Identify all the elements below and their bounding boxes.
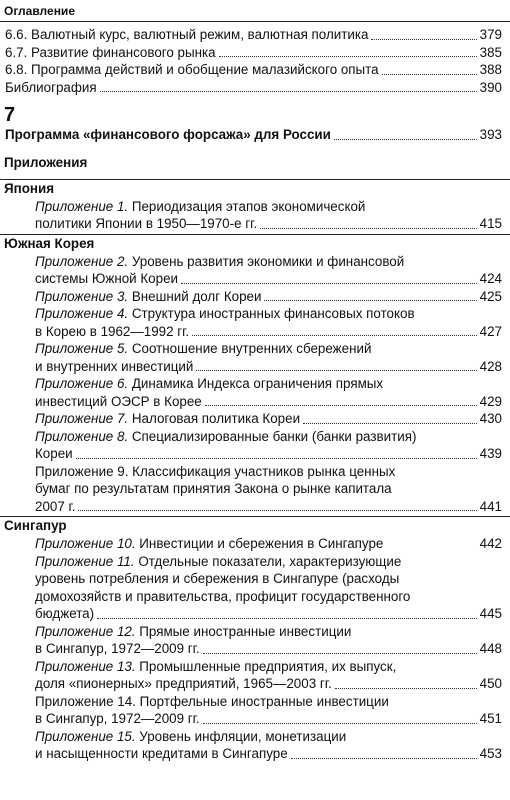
appendix-label: Приложение 10.	[35, 536, 136, 551]
appendix-title-cont: домохозяйств и правительства, профицит государственного	[35, 588, 411, 604]
appendix-label: Приложение 14.	[35, 693, 136, 709]
appendix-entry[interactable]	[0, 410, 510, 428]
appendix-heading: Приложения	[4, 154, 88, 170]
page-number: 390	[479, 79, 502, 95]
appendix-entry[interactable]	[0, 340, 510, 375]
page-number: 450	[479, 676, 502, 691]
appendix-label: Приложение 9.	[35, 463, 129, 479]
toc-entry[interactable]	[0, 79, 510, 97]
appendix-label: Приложение 2.	[35, 253, 129, 269]
appendix-title: Инвестиции и сбережения в Сингапуре	[139, 536, 384, 551]
appendix-entry[interactable]	[0, 553, 510, 623]
page-number: 442	[479, 536, 502, 551]
appendix-title: Уровень инфляции, монетизации	[139, 728, 347, 744]
appendix-entry[interactable]	[0, 198, 510, 233]
page-number: 379	[479, 27, 502, 42]
appendix-title-cont: бюджета)	[35, 606, 95, 621]
appendix-title: Классификация участников рынка ценных	[132, 463, 396, 479]
toc-entry[interactable]	[0, 44, 510, 62]
dot-leader	[260, 228, 477, 229]
page-number: 425	[479, 288, 502, 304]
appendix-title-cont: доля «пионерных» предприятий, 1965—2003 гг.	[35, 676, 332, 691]
appendix-entry[interactable]	[0, 253, 510, 288]
appendix-label: Приложение 8.	[35, 428, 129, 444]
dot-leader	[264, 300, 476, 301]
dot-leader	[100, 91, 477, 92]
dot-leader	[382, 74, 477, 75]
page-number: 428	[479, 358, 502, 374]
dot-leader	[78, 510, 476, 511]
appendix-label: Приложение 7.	[35, 411, 129, 426]
dot-leader	[203, 723, 477, 724]
page-number: 441	[479, 498, 502, 514]
header-rule	[0, 21, 510, 22]
page-number: 445	[479, 606, 502, 621]
appendix-title: Внешний долг Кореи	[131, 288, 262, 304]
dot-leader	[205, 405, 477, 406]
page-number: 439	[479, 446, 502, 461]
appendix-title-cont: Кореи	[35, 446, 73, 461]
country-heading: Япония	[4, 180, 55, 196]
appendix-title: Периодизация этапов экономической	[131, 198, 366, 214]
appendix-title-cont: 2007 г.	[35, 498, 76, 514]
appendix-title-cont: в Сингапур, 1972—2009 гг.	[35, 641, 200, 656]
appendix-title-cont: и насыщенности кредитами в Сингапуре	[35, 746, 288, 761]
dot-leader	[334, 139, 477, 140]
appendix-title-cont: политики Японии в 1950—1970-е гг.	[35, 216, 258, 231]
appendix-entry[interactable]	[0, 375, 510, 410]
entry-title: 6.7. Развитие финансового рынка	[5, 44, 216, 60]
chapter-number: 7	[4, 104, 16, 126]
appendix-title-cont: уровень потребления и сбережения в Сингапуре (расходы	[35, 571, 400, 586]
entry-title: 6.8. Программа действий и обобщение малазийского опыта	[5, 62, 379, 77]
appendix-label: Приложение 3.	[35, 288, 129, 304]
page-number: 388	[479, 62, 502, 77]
chapter-title: Программа «финансового форсажа» для России	[5, 127, 331, 142]
appendix-title: Соотношение внутренних сбережений	[131, 341, 372, 356]
entry-title: Библиография	[5, 79, 97, 95]
country-heading: Южная Корея	[4, 235, 95, 251]
appendix-label: Приложение 1.	[35, 198, 129, 214]
dot-leader	[335, 688, 477, 689]
dot-leader	[203, 653, 477, 654]
dot-leader	[76, 458, 477, 459]
page-number: 393	[479, 127, 502, 142]
appendix-title-cont: инвестиций ОЭСР в Корее	[35, 393, 202, 409]
appendix-entry[interactable]	[0, 463, 510, 516]
appendix-label: Приложение 5.	[35, 341, 129, 356]
toc-entry[interactable]	[0, 61, 510, 79]
dot-leader	[192, 335, 477, 336]
page-number: 430	[479, 411, 502, 426]
dot-leader	[97, 618, 477, 619]
appendix-entry[interactable]	[0, 305, 510, 340]
appendix-label: Приложение 12.	[35, 623, 136, 639]
running-head: Оглавление	[4, 4, 75, 18]
appendix-label: Приложение 4.	[35, 306, 129, 321]
table-of-contents	[0, 26, 510, 763]
appendix-title: Налоговая политика Кореи	[131, 411, 301, 426]
appendix-title-cont: системы Южной Кореи	[35, 271, 179, 286]
dot-leader	[196, 370, 476, 371]
appendix-title: Уровень развития экономики и финансовой	[131, 253, 405, 269]
appendix-entry[interactable]	[0, 535, 510, 553]
appendix-label: Приложение 13.	[35, 658, 136, 674]
page-number: 451	[479, 711, 502, 726]
appendix-entry[interactable]	[0, 288, 510, 306]
page-number: 385	[479, 44, 502, 60]
appendix-title: Промышленные предприятия, их выпуск,	[139, 658, 397, 674]
appendix-title: Специализированные банки (банки развития)	[131, 428, 417, 444]
dot-leader	[371, 39, 476, 40]
dot-leader	[303, 423, 477, 424]
appendix-label: Приложение 6.	[35, 376, 129, 391]
appendix-title: Динамика Индекса ограничения прямых	[131, 376, 384, 391]
appendix-title: Структура иностранных финансовых потоков	[131, 306, 415, 321]
page-number: 415	[479, 216, 502, 231]
toc-entry[interactable]	[0, 26, 510, 44]
appendix-title-cont: бумаг по результатам принятия Закона о рынке капитала	[35, 481, 392, 496]
toc-entry-chapter[interactable]	[0, 126, 510, 144]
appendix-entry[interactable]	[0, 428, 510, 463]
page-number: 453	[479, 746, 502, 761]
page-number: 429	[479, 393, 502, 409]
dot-leader	[291, 758, 477, 759]
country-heading: Сингапур	[4, 518, 67, 533]
appendix-label: Приложение 11.	[35, 553, 135, 569]
appendix-entry[interactable]	[0, 623, 510, 658]
dot-leader	[181, 283, 477, 284]
appendix-title: Портфельные иностранные инвестиции	[139, 693, 389, 709]
appendix-title-cont: в Сингапур, 1972—2009 гг.	[35, 711, 200, 726]
page-number: 427	[479, 323, 502, 339]
appendix-title-cont: в Корею в 1962—1992 гг.	[35, 323, 190, 339]
appendix-title: Отдельные показатели, характеризующие	[138, 553, 402, 569]
appendix-entry[interactable]	[0, 728, 510, 763]
page-number: 448	[479, 641, 502, 656]
appendix-title: Прямые иностранные инвестиции	[139, 623, 352, 639]
appendix-label: Приложение 15.	[35, 728, 136, 744]
appendix-entry[interactable]	[0, 693, 510, 728]
entry-title: 6.6. Валютный курс, валютный режим, валютная политика	[5, 27, 369, 42]
appendix-entry[interactable]	[0, 658, 510, 693]
page-number: 424	[479, 271, 502, 286]
appendix-title-cont: и внутренних инвестиций	[35, 358, 194, 374]
dot-leader	[219, 56, 477, 57]
